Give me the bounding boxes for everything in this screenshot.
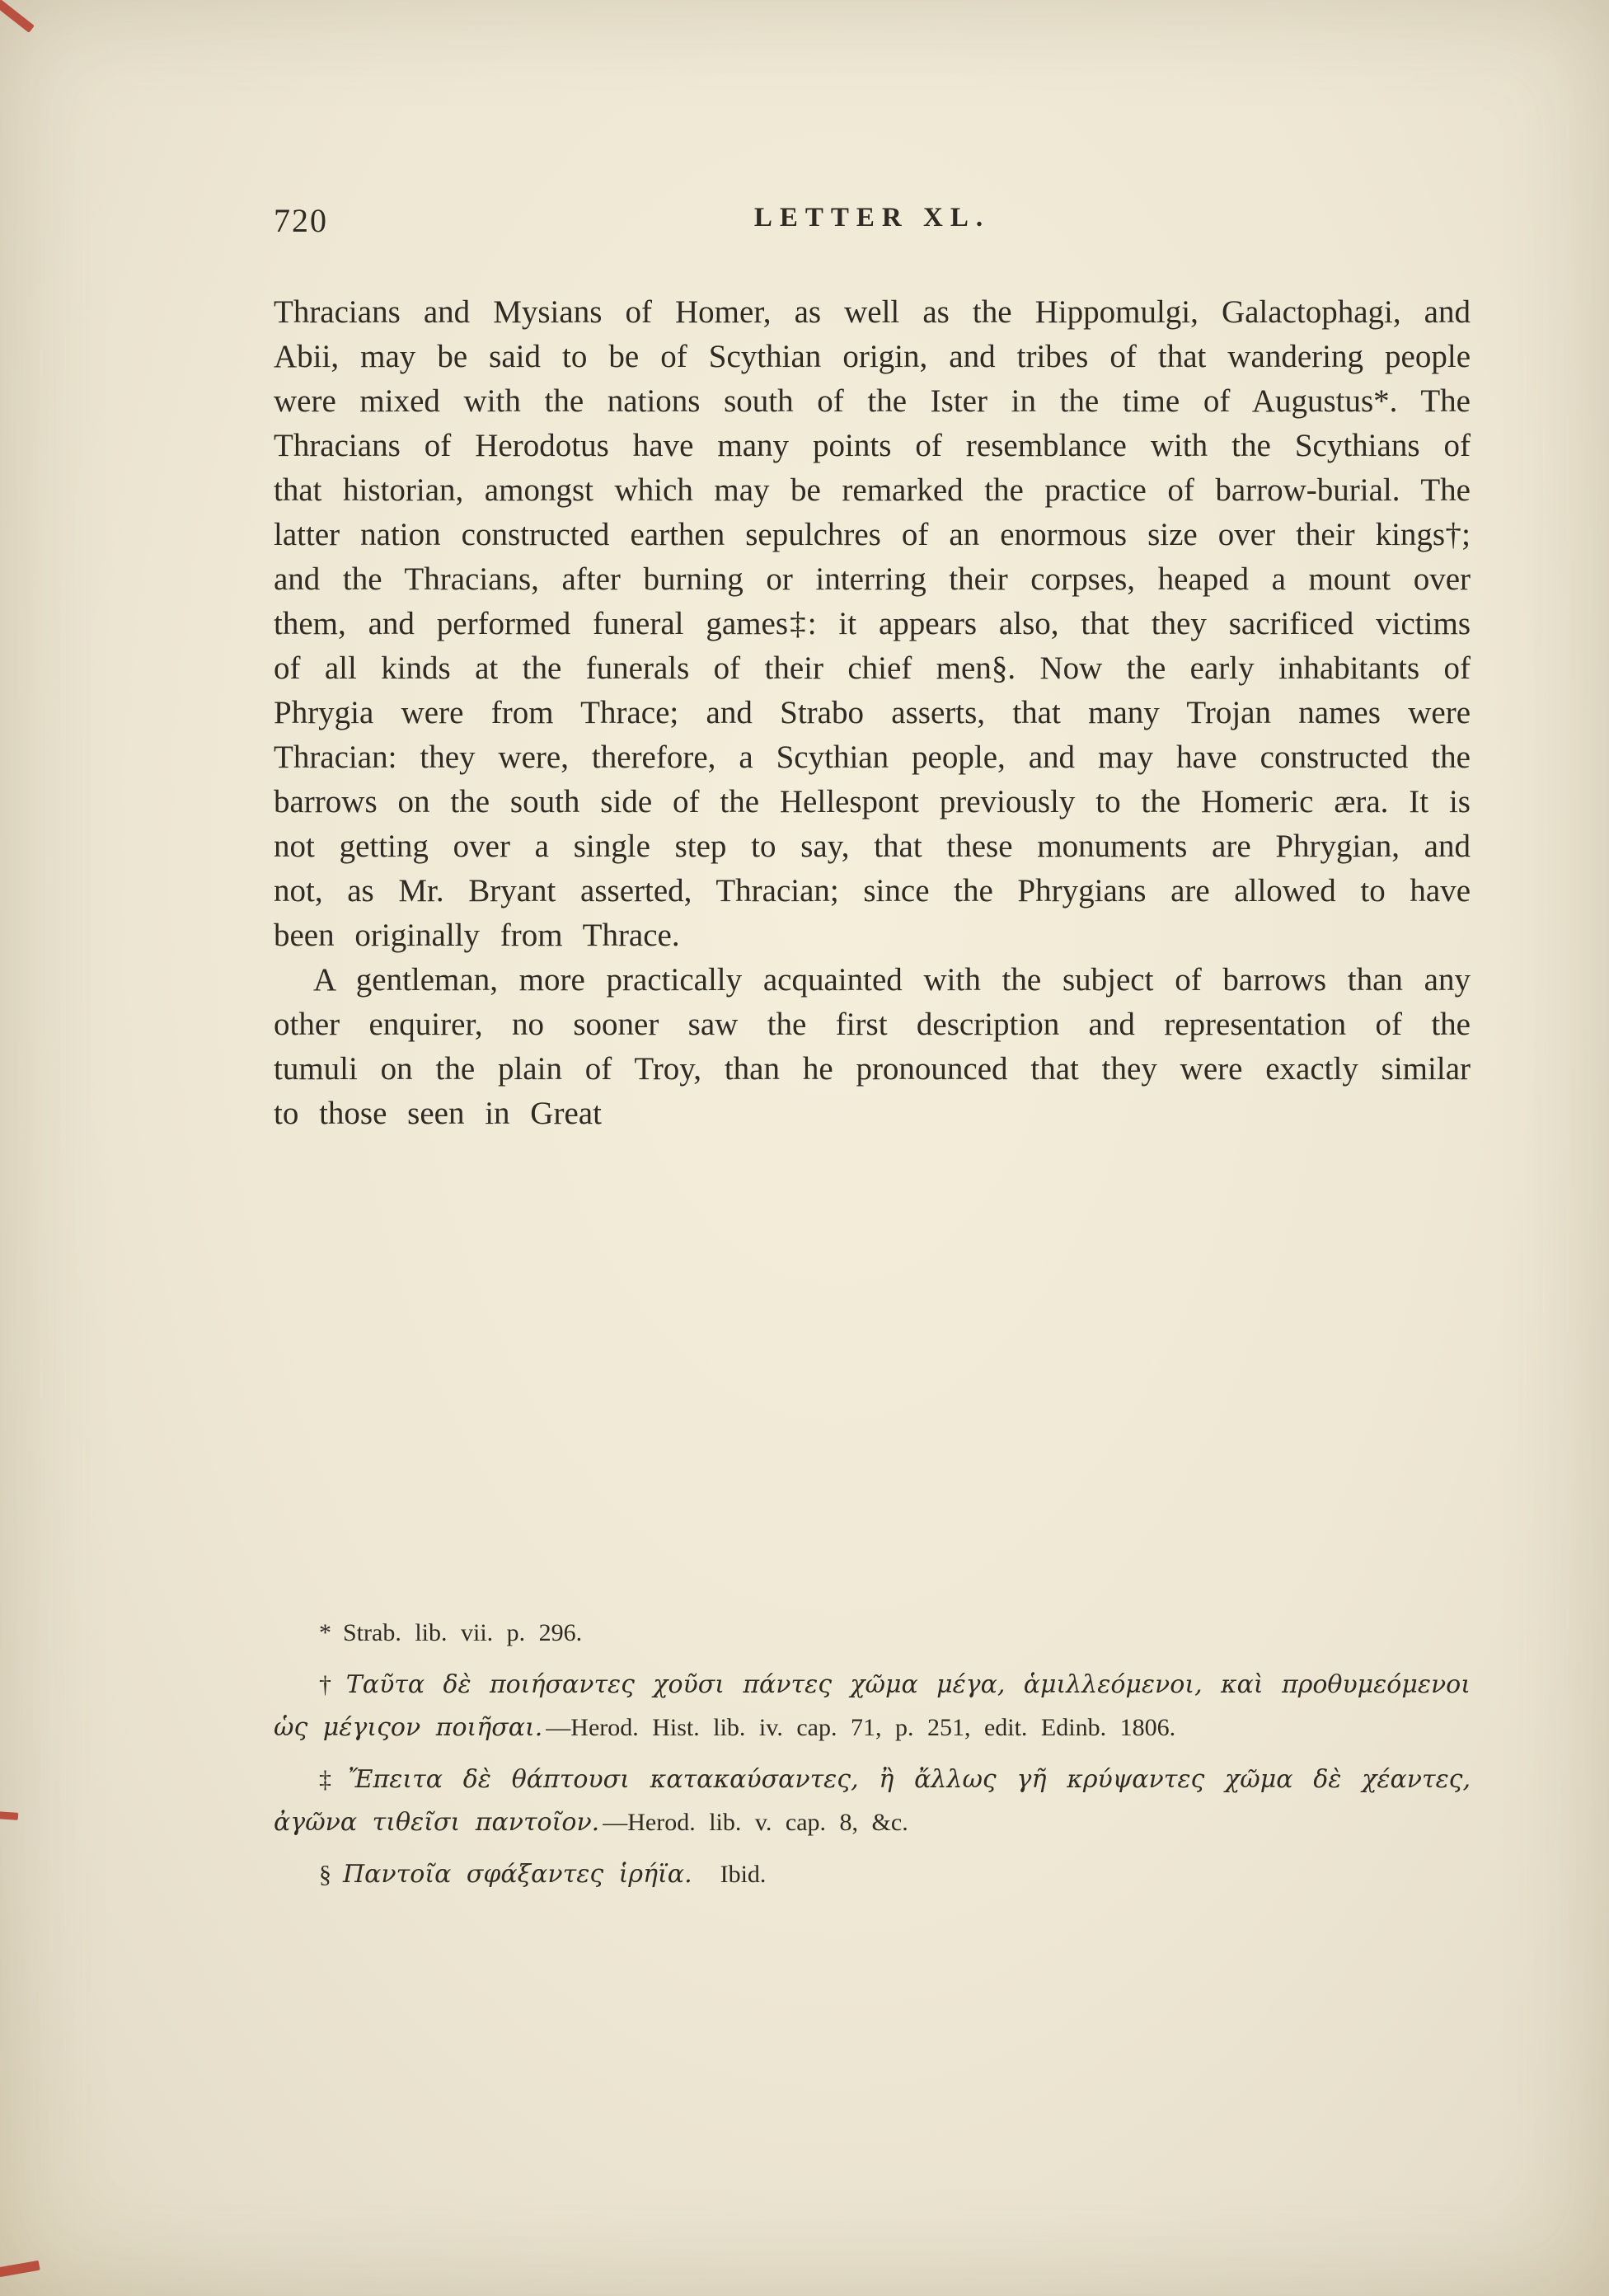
footnote-citation: Ibid.	[695, 1861, 767, 1888]
footnote-greek-text: Παντοῖα σφάξαντες ἱρήϊα.	[343, 1860, 692, 1889]
red-ink-mark-bottom-left	[0, 2261, 40, 2278]
footnote-citation: Strab. lib. vii. p. 296.	[343, 1619, 583, 1646]
footnote-citation: —Herod. Hist. lib. iv. cap. 71, p. 251, edit. Edinb. 1806.	[546, 1714, 1176, 1741]
footnote-marker-asterisk: *	[319, 1619, 331, 1646]
footnote-marker-double-dagger: ‡	[319, 1766, 337, 1793]
footnote-citation: —Herod. lib. v. cap. 8, &c.	[603, 1809, 908, 1836]
footnote-greek-text: Ἔπειτα δὲ θάπτουσι κατακαύσαντες, ἢ ἄλλως γῆ κρύψαντες χῶμα δὲ χέαντες, ἀγῶνα τιθεῖσι παντοῖον.	[274, 1765, 1471, 1837]
body-text	[274, 290, 1471, 1136]
page-header	[274, 198, 1471, 239]
footnote-herodotus-v	[274, 1758, 1471, 1844]
footnote-greek-text: Ταῦτα δὲ ποιήσαντες χοῦσι πάντες χῶμα μέγα, ἁμιλλεόμενοι, καὶ προθυμεόμενοι ὡς μέγιςον ποιῆσαι.	[274, 1670, 1471, 1742]
footnote-marker-dagger: †	[319, 1671, 335, 1698]
page-number: 720	[274, 202, 328, 239]
body-paragraph-1: Thracians and Mysians of Homer, as well as the Hippomulgi, Galactophagi, and Abii, may be said to be of Scythian origin, and tribes of that wandering people were mixed with the nations south of the Ister in the time of Augustus*. The Thracians of Herodotus have many points of resemblance with the Scythians of that historian, amongst which may be remarked the practice of barrow-burial. The latter nation constructed earthen sepulchres of an enormous size over their kings†; and the Thracians, after burning or interring their corpses, heaped a mount over them, and performed funeral games‡: it appears also, that they sacrificed victims of all kinds at the funerals of their chief men§. Now the early inhabitants of Phrygia were from Thrace; and Strabo asserts, that many Trojan names were Thracian: they were, therefore, a Scythian people, and may have constructed the barrows on the south side of the Hellespont previously to the Homeric æra. It is not getting over a single step to say, that these monuments are Phrygian, and not, as Mr. Bryant asserted, Thracian; since the Phrygians are allowed to have been originally from Thrace.	[274, 294, 1471, 953]
red-ink-mark-left-edge	[0, 1811, 18, 1820]
footnote-ibid	[274, 1853, 1471, 1896]
running-title: LETTER XL.	[753, 203, 991, 232]
body-paragraph-2: A gentleman, more practically acquainted with the subject of barrows than any other enquirer, no sooner saw the first description and representation of the tumuli on the plain of Troy, than he pronounced that they were exactly similar to those seen in Great	[274, 962, 1471, 1131]
red-ink-mark-top-left	[0, 0, 35, 33]
footnotes-section	[274, 1612, 1471, 1905]
footnote-herodotus-iv	[274, 1664, 1471, 1749]
footnote-marker-section: §	[319, 1861, 331, 1888]
footnote-strabo	[274, 1612, 1471, 1655]
